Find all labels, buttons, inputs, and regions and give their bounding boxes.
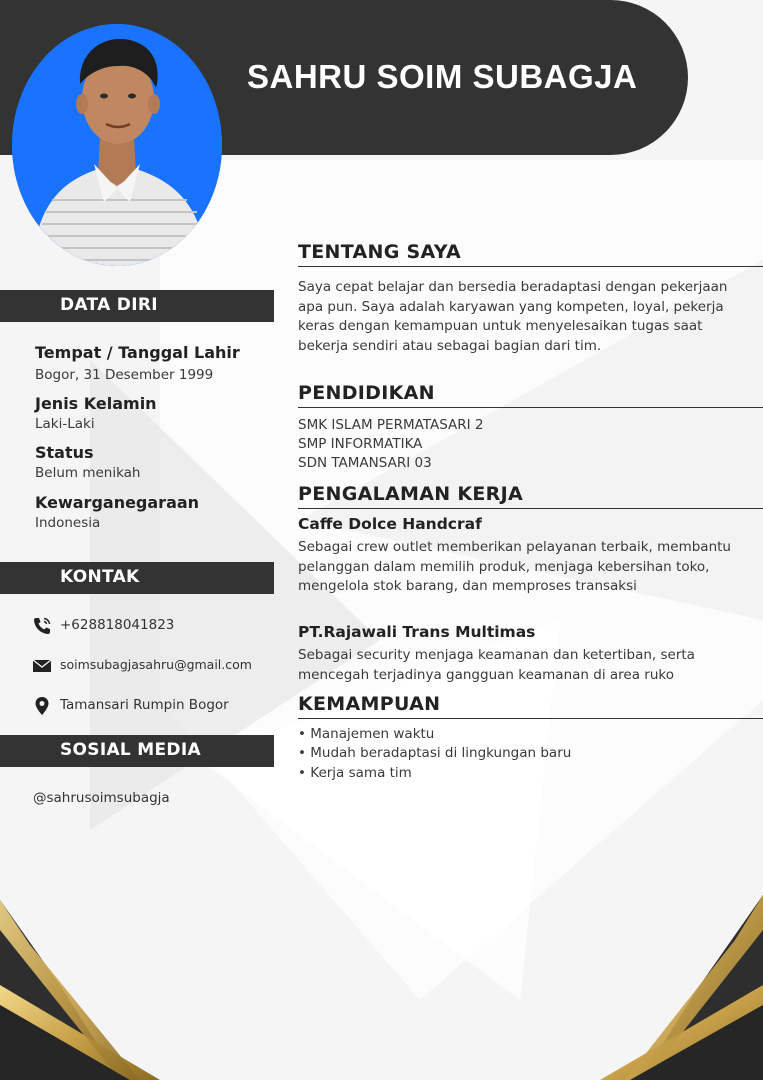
tentang-saya-text: Saya cepat belajar dan bersedia beradaptasi dengan pekerjaan apa pun. Saya adalah karyawan yang kompeten, loyal, pekerja keras dengan kemampuan untuk menyelesaikan tugas saat bekerja sendiri atau sebagai bagian dari tim. [298,279,728,354]
status-value: Belum menikah [35,465,141,481]
education-item: SMP INFORMATIKA [298,436,423,452]
job-description: Sebagai security menjaga keamanan dan ketertiban, serta mencegah terjadinya gangguan keamanan di area ruko [298,647,695,683]
skill-item: • Mudah beradaptasi di lingkungan baru [298,745,572,761]
mail-icon [32,656,52,676]
address-row [32,695,272,717]
data-diri-title: DATA DIRI [60,295,158,315]
gender-value: Laki-Laki [35,416,95,432]
sosial-media-header [0,735,274,767]
nationality-value: Indonesia [35,515,101,531]
tentang-saya-title: TENTANG SAYA [298,240,763,267]
kemampuan-title: KEMAMPUAN [298,692,763,719]
phone-row[interactable] [32,615,272,637]
nationality-label: Kewarganegaraan [35,493,200,512]
gender-label: Jenis Kelamin [35,394,157,413]
skill-item: • Manajemen waktu [298,726,435,742]
job-company: PT.Rajawali Trans Multimas [298,623,536,641]
location-pin-icon [32,696,52,716]
pendidikan-title: PENDIDIKAN [298,381,763,408]
education-item: SDN TAMANSARI 03 [298,455,432,471]
birth-label: Tempat / Tanggal Lahir [35,343,240,362]
kontak-header [0,562,274,594]
phone-number: +628818041823 [60,617,175,633]
job-description: Sebagai crew outlet memberikan pelayanan terbaik, membantu pelanggan dalam memilih produk, menjaga kebersihan toko, mengelola stok barang, dan memproses transaksi [298,539,731,594]
person-name: SAHRU SOIM SUBAGJA [247,58,638,95]
email-address: soimsubagjasahru@gmail.com [60,657,252,672]
birth-value: Bogor, 31 Desember 1999 [35,367,214,383]
data-diri-header [0,290,274,322]
email-row[interactable] [32,655,272,677]
sosial-media-title: SOSIAL MEDIA [60,740,201,760]
profile-photo [12,24,222,266]
kontak-title: KONTAK [60,567,140,587]
skill-item: • Kerja sama tim [298,765,412,781]
social-handle[interactable]: @sahrusoimsubagja [33,790,170,806]
education-item: SMK ISLAM PERMATASARI 2 [298,417,484,433]
status-label: Status [35,443,94,462]
job-company: Caffe Dolce Handcraf [298,515,482,533]
phone-icon [32,616,52,636]
address: Tamansari Rumpin Bogor [60,697,229,713]
pengalaman-title: PENGALAMAN KERJA [298,482,763,509]
